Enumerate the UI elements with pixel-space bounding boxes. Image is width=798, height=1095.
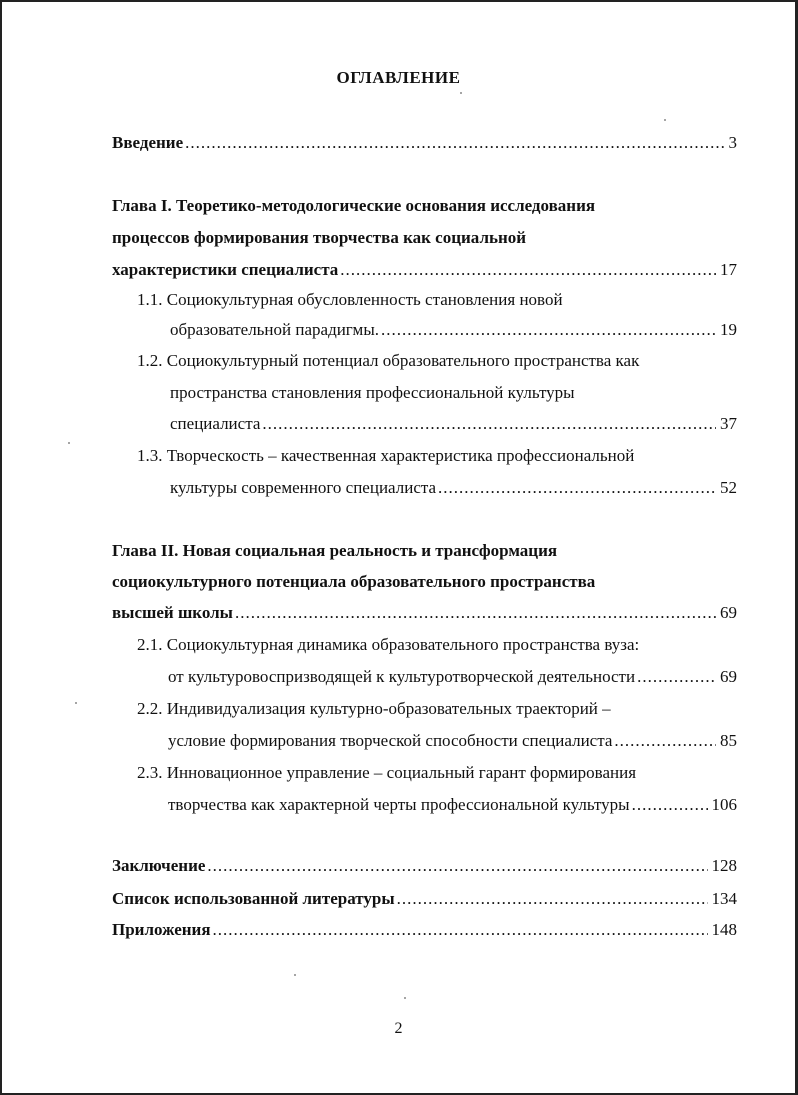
dot-leader bbox=[207, 855, 707, 877]
toc-entry-page: 3 bbox=[728, 133, 737, 152]
dot-leader bbox=[262, 413, 716, 435]
toc-entry-page: 148 bbox=[711, 920, 737, 939]
toc-entry-page: 128 bbox=[711, 856, 737, 875]
toc-entry-label: Введение bbox=[112, 133, 184, 152]
toc-entry-label: высшей школы bbox=[112, 603, 233, 622]
page-number: 2 bbox=[394, 1020, 403, 1037]
scan-speck bbox=[68, 442, 70, 444]
toc-entry-section-1-2 bbox=[170, 413, 737, 435]
toc-entry-section-2-1 bbox=[168, 666, 737, 688]
toc-entry-label: Заключение bbox=[112, 856, 206, 875]
toc-entry-section-1-3 bbox=[170, 477, 737, 499]
toc-entry-label: культуры современного специалиста bbox=[170, 478, 437, 497]
dot-leader bbox=[438, 477, 716, 499]
toc-entry-section-2-2 bbox=[168, 730, 737, 752]
scan-speck bbox=[75, 702, 77, 704]
toc-entry-conclusion bbox=[112, 855, 737, 877]
scan-speck bbox=[404, 997, 406, 999]
toc-entry-label: Список использованной литературы bbox=[112, 889, 395, 908]
toc-entry-section-2-3 bbox=[168, 794, 737, 816]
toc-entry-label: условие формирования творческой способности специалиста bbox=[168, 731, 613, 750]
dot-leader bbox=[340, 259, 716, 281]
toc-entry-label: образовательной парадигмы. bbox=[170, 320, 379, 339]
toc-entry-label: от культуровоспризводящей к культуротворческой деятельности bbox=[168, 667, 636, 686]
toc-entry-page: 69 bbox=[720, 603, 737, 622]
dot-leader bbox=[614, 730, 716, 752]
dot-leader bbox=[235, 602, 716, 624]
toc-entry-page: 19 bbox=[720, 320, 737, 339]
toc-entry-page: 85 bbox=[720, 731, 737, 750]
dot-leader bbox=[381, 319, 716, 341]
scan-speck bbox=[460, 92, 462, 94]
toc-entry-chapter2 bbox=[112, 602, 737, 624]
toc-entry-label: Приложения bbox=[112, 920, 211, 939]
toc-entry-chapter1 bbox=[112, 259, 737, 281]
section-2-2-line1: 2.2. Индивидуализация культурно-образовательных траекторий – bbox=[137, 699, 611, 718]
toc-entry-label: характеристики специалиста bbox=[112, 260, 339, 279]
scan-speck bbox=[294, 974, 296, 976]
dot-leader bbox=[185, 132, 724, 154]
toc-entry-page: 106 bbox=[711, 795, 737, 814]
section-2-3-line1: 2.3. Инновационное управление – социальный гарант формирования bbox=[137, 763, 637, 782]
toc-entry-page: 37 bbox=[720, 414, 737, 433]
scan-speck bbox=[664, 119, 666, 121]
chapter1-heading-line2: процессов формирования творчества как социальной bbox=[112, 228, 527, 247]
toc-entry-page: 17 bbox=[720, 260, 737, 279]
chapter2-heading-line1: Глава II. Новая социальная реальность и трансформация bbox=[112, 541, 558, 560]
section-2-1-line1: 2.1. Социокультурная динамика образовательного пространства вуза: bbox=[137, 635, 640, 654]
dot-leader bbox=[213, 919, 708, 941]
toc-entry-page: 52 bbox=[720, 478, 737, 497]
chapter2-heading-line2: социокультурного потенциала образовательного пространства bbox=[112, 572, 596, 591]
toc-entry-page: 134 bbox=[711, 889, 737, 908]
toc-entry-page: 69 bbox=[720, 667, 737, 686]
section-1-2-line1: 1.2. Социокультурный потенциал образовательного пространства как bbox=[137, 351, 640, 370]
toc-entry-label: специалиста bbox=[170, 414, 261, 433]
chapter1-heading-line1: Глава I. Теоретико-методологические основания исследования bbox=[112, 196, 596, 215]
dot-leader bbox=[637, 666, 716, 688]
toc-entry-intro bbox=[112, 132, 737, 154]
toc-entry-label: творчества как характерной черты профессиональной культуры bbox=[168, 795, 630, 814]
dot-leader bbox=[632, 794, 708, 816]
toc-entry-section-1-1 bbox=[170, 319, 737, 341]
toc-title: ОГЛАВЛЕНИЕ bbox=[336, 68, 461, 87]
section-1-2-line2: пространства становления профессиональной культуры bbox=[170, 383, 575, 402]
dot-leader bbox=[397, 888, 708, 910]
section-1-1-line1: 1.1. Социокультурная обусловленность становления новой bbox=[137, 290, 563, 309]
toc-entry-references bbox=[112, 888, 737, 910]
toc-entry-appendices bbox=[112, 919, 737, 941]
section-1-3-line1: 1.3. Творческость – качественная характеристика профессиональной bbox=[137, 446, 635, 465]
